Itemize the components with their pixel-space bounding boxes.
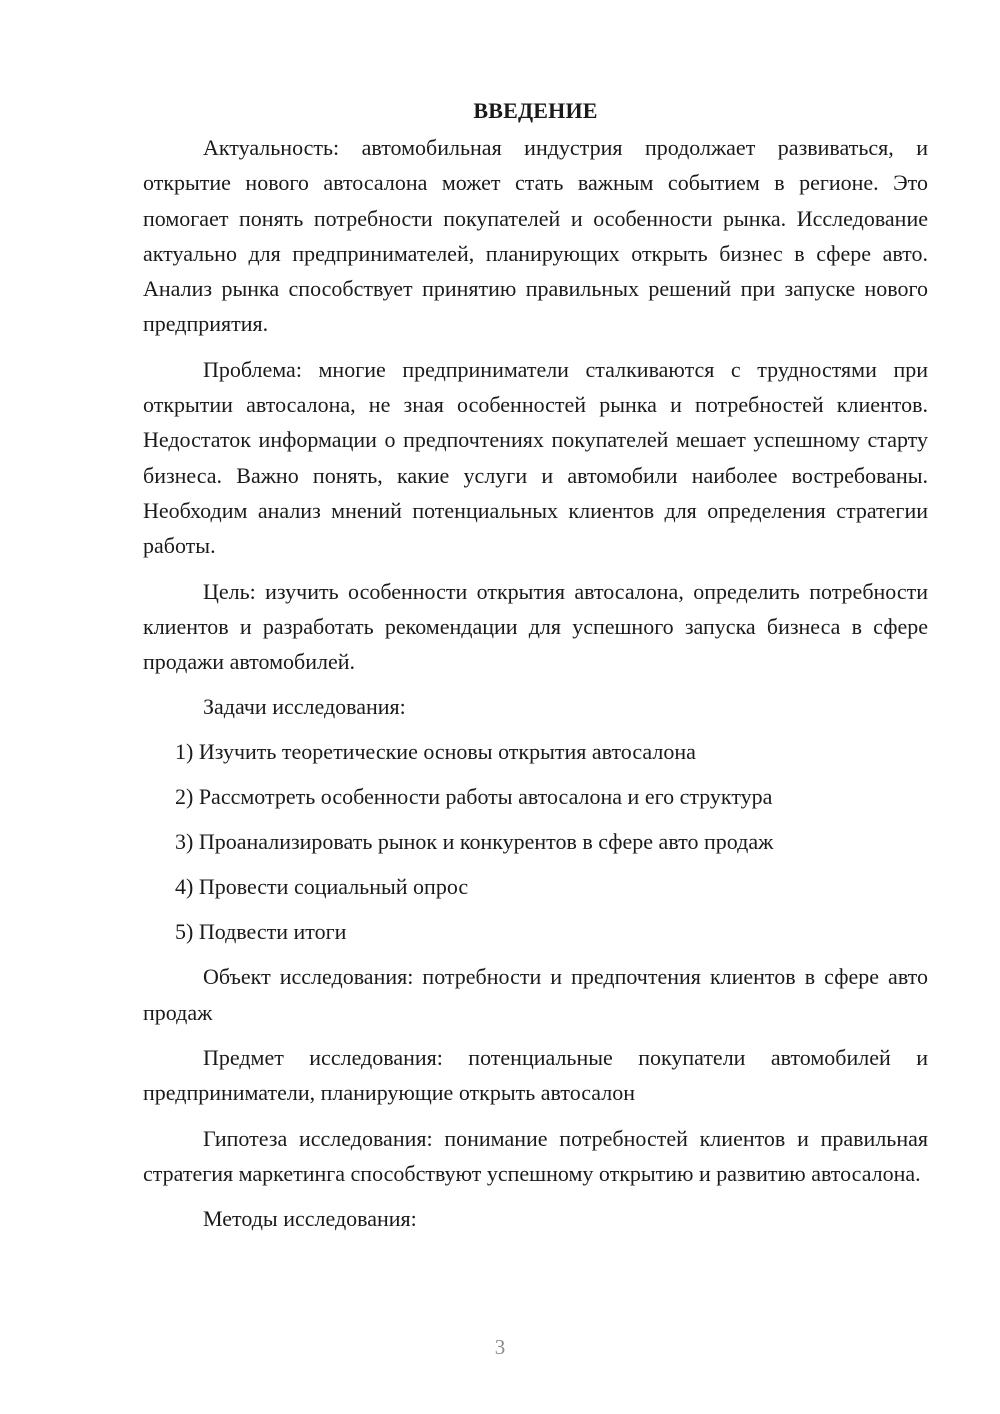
task-item: 1) Изучить теоретические основы открытия автосалона bbox=[175, 739, 696, 765]
paragraph-relevance: Актуальность: автомобильная индустрия продолжает развиваться, и открытие нового автосалона может стать важным событием в регионе. Это помогает понять потребности покупателей и особенности рынка. Исследование актуально для предпринимателей, планирующих открыть бизнес в сфере авто. Анализ рынка способствует принятию правильных решений при запуске нового предприятия. bbox=[143, 135, 928, 337]
task-item: 3) Проанализировать рынок и конкурентов в сфере авто продаж bbox=[175, 829, 774, 855]
task-item: 5) Подвести итоги bbox=[175, 919, 347, 945]
task-item: 4) Провести социальный опрос bbox=[175, 874, 469, 900]
paragraph-object: Объект исследования: потребности и предпочтения клиентов в сфере авто продаж bbox=[143, 964, 928, 1025]
page-number: 3 bbox=[494, 1335, 506, 1359]
tasks-title: Задачи исследования: bbox=[203, 694, 406, 720]
paragraph-hypothesis: Гипотеза исследования: понимание потребностей клиентов и правильная стратегия маркетинга способствуют успешному открытию и развитию автосалона. bbox=[143, 1125, 928, 1186]
methods-title: Методы исследования: bbox=[203, 1206, 417, 1232]
page-content bbox=[143, 93, 928, 1246]
paragraph-goal: Цель: изучить особенности открытия автосалона, определить потребности клиентов и разработать рекомендации для успешного запуска бизнеса в сфере продажи автомобилей. bbox=[143, 578, 928, 675]
paragraph-subject: Предмет исследования: потенциальные покупатели автомобилей и предприниматели, планирующие открыть автосалон bbox=[143, 1045, 928, 1106]
section-heading: ВВЕДЕНИЕ bbox=[473, 98, 598, 123]
paragraph-problem: Проблема: многие предприниматели сталкиваются с трудностями при открытии автосалона, не зная особенностей рынка и потребностей клиентов. Недостаток информации о предпочтениях покупателей мешает успешному старту бизнеса. Важно понять, какие услуги и автомобили наиболее востребованы. Необходим анализ мнений потенциальных клиентов для определения стратегии работы. bbox=[143, 356, 928, 559]
task-item: 2) Рассмотреть особенности работы автосалона и его структура bbox=[175, 784, 773, 810]
